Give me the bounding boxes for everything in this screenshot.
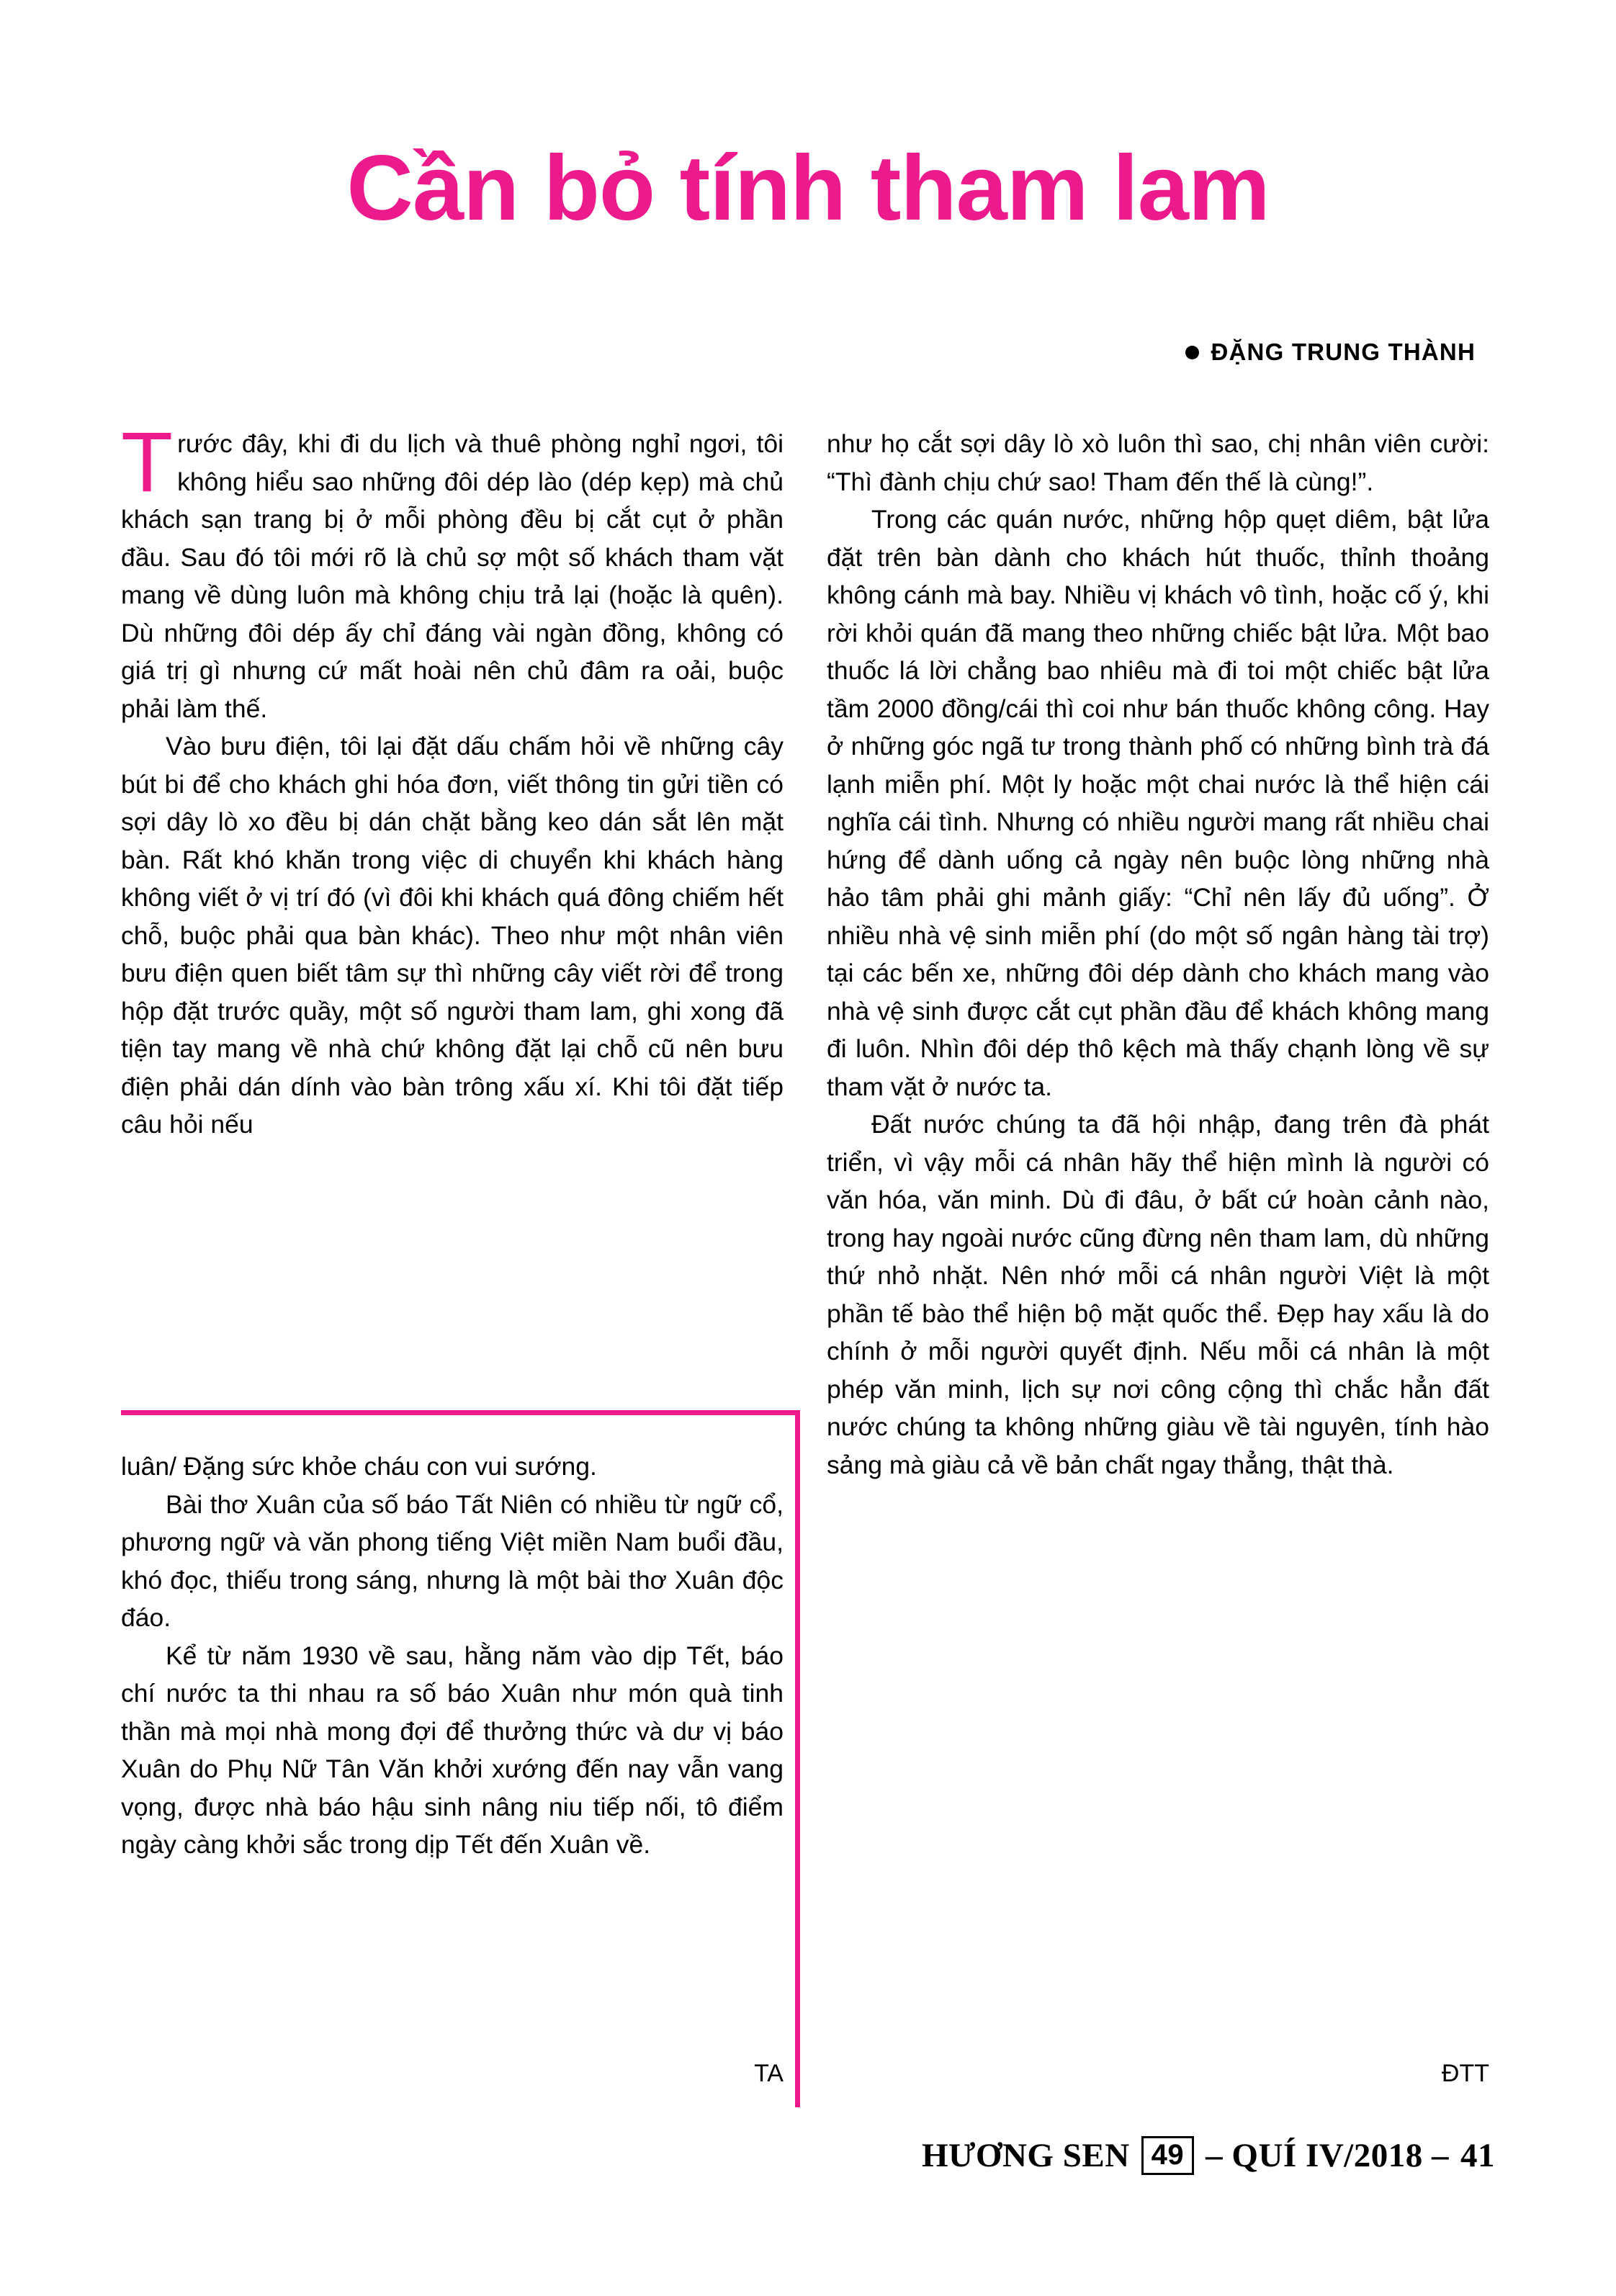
paragraph: luân/ Đặng sức khỏe cháu con vui sướng.: [121, 1452, 597, 1481]
drop-cap: T: [121, 415, 174, 510]
paragraph: Vào bưu điện, tôi lại đặt dấu chấm hỏi về những cây bút bi để cho khách ghi hóa đơn, viết thông tin gửi tiền có sợi dây lò xo đều bị dán chặt bằng keo dán sắt lên mặt bàn. Rất khó khăn trong việc di chuyển khi khách hàng không viết ở vị trí đó (vì đôi khi khách quá đông chiếm hết chỗ, buộc phải qua bàn khác). Theo như một nhân viên bưu điện quen biết tâm sự thì những cây viết rời để trong hộp đặt trước quầy, một số người tham lam, ghi xong đã tiện tay mang về nhà chứ không đặt lại chỗ cũ nên bưu điện phải dán dính vào bàn trông xấu xí. Khi tôi đặt tiếp câu hỏi nếu: [121, 732, 784, 1139]
issue-info: – QUÍ IV/2018 –: [1206, 2137, 1449, 2174]
secondary-signoff: TA: [754, 2060, 784, 2087]
paragraph-text: rước đây, khi đi du lịch và thuê phòng nghỉ ngơi, tôi không hiểu sao những đôi dép lào (dép kẹp) mà chủ khách sạn trang bị ở mỗi phòng đều bị cắt cụt ở phần đầu. Sau đó tôi mới rõ là chủ sợ một số khách tham vặt mang về dùng luôn mà không chịu trả lại (hoặc là quên). Dù những đôi dép ấy chỉ đáng vài ngàn đồng, không có giá trị gì nhưng cứ mất hoài nên chủ đâm ra oải, buộc phải làm thế.: [121, 429, 784, 723]
right-column: [827, 425, 1489, 1484]
left-column-bottom: [121, 1448, 784, 1864]
page-title: Cần bỏ tính tham lam: [346, 137, 1270, 240]
vertical-divider: [795, 1410, 800, 2107]
issue-number: 49: [1141, 2136, 1195, 2175]
article-signoff: ĐTT: [1441, 2060, 1489, 2087]
left-column-top: [121, 415, 784, 1144]
publication-name: HƯƠNG SEN: [921, 2137, 1130, 2174]
paragraph: Bài thơ Xuân của số báo Tất Niên có nhiều từ ngữ cổ, phương ngữ và văn phong tiếng Việt miền Nam buổi đầu, khó đọc, thiếu trong sáng, nhưng là một bài thơ Xuân độc đáo.: [121, 1489, 784, 1632]
byline: [1185, 338, 1476, 366]
horizontal-divider: [121, 1410, 798, 1415]
paragraph: [121, 415, 784, 727]
bullet-icon: [1185, 346, 1199, 359]
paragraph: Trong các quán nước, những hộp quẹt diêm, bật lửa đặt trên bàn dành cho khách hút thuốc, thỉnh thoảng không cánh mà bay. Nhiều vị khách vô tình, hoặc cố ý, khi rời khỏi quán đã mang theo những chiếc bật lửa. Một bao thuốc lá lời chẳng bao nhiêu mà đi toi một chiếc bật lửa tầm 2000 đồng/cái thì coi như bán thuốc không công. Hay ở những góc ngã tư trong thành phố có những bình trà đá lạnh miễn phí. Một ly hoặc một chai nước là thể hiện cái nghĩa cái tình. Nhưng có nhiều người mang rất nhiều chai hứng để dành uống cả ngày nên buộc lòng những nhà hảo tâm phải ghi mảnh giấy: “Chỉ nên lấy đủ uống”. Ở nhiều nhà vệ sinh miễn phí (do một số ngân hàng tài trợ) tại các bến xe, những đôi dép dành cho khách mang vào nhà vệ sinh được cắt cụt phần đầu để khách không mang đi luôn. Nhìn đôi dép thô kệch mà thấy chạnh lòng về sự tham vặt ở nước ta.: [827, 505, 1489, 1101]
paragraph: Kể từ năm 1930 về sau, hằng năm vào dịp Tết, báo chí nước ta thi nhau ra số báo Xuân như món quà tinh thần mà mọi nhà mong đợi để thưởng thức và dư vị báo Xuân do Phụ Nữ Tân Văn khởi xướng đến nay vẫn vang vọng, được nhà báo hậu sinh nâng niu tiếp nối, tô điểm ngày càng khởi sắc trong dịp Tết đến Xuân về.: [121, 1641, 784, 1859]
page-number: 41: [1460, 2137, 1495, 2174]
author-name: ĐẶNG TRUNG THÀNH: [1211, 338, 1476, 365]
paragraph: Đất nước chúng ta đã hội nhập, đang trên đà phát triển, vì vậy mỗi cá nhân hãy thể hiện mình là người có văn hóa, văn minh. Dù đi đâu, ở bất cứ hoàn cảnh nào, trong hay ngoài nước cũng đừng nên tham lam, dù những thứ nhỏ nhặt. Nên nhớ mỗi cá nhân người Việt là một phần tế bào thể hiện bộ mặt quốc thể. Đẹp hay xấu là do chính ở mỗi người quyết định. Nếu mỗi cá nhân là một phép văn minh, lịch sự nơi công cộng thì chắc hẳn đất nước chúng ta không những giàu về tài nguyên, tính hào sảng mà giàu cả về bản chất ngay thẳng, thật thà.: [827, 1110, 1489, 1479]
paragraph: như họ cắt sợi dây lò xò luôn thì sao, chị nhân viên cười: “Thì đành chịu chứ sao! Tham đến thế là cùng!”.: [827, 429, 1489, 496]
page-footer: [922, 2136, 1495, 2175]
